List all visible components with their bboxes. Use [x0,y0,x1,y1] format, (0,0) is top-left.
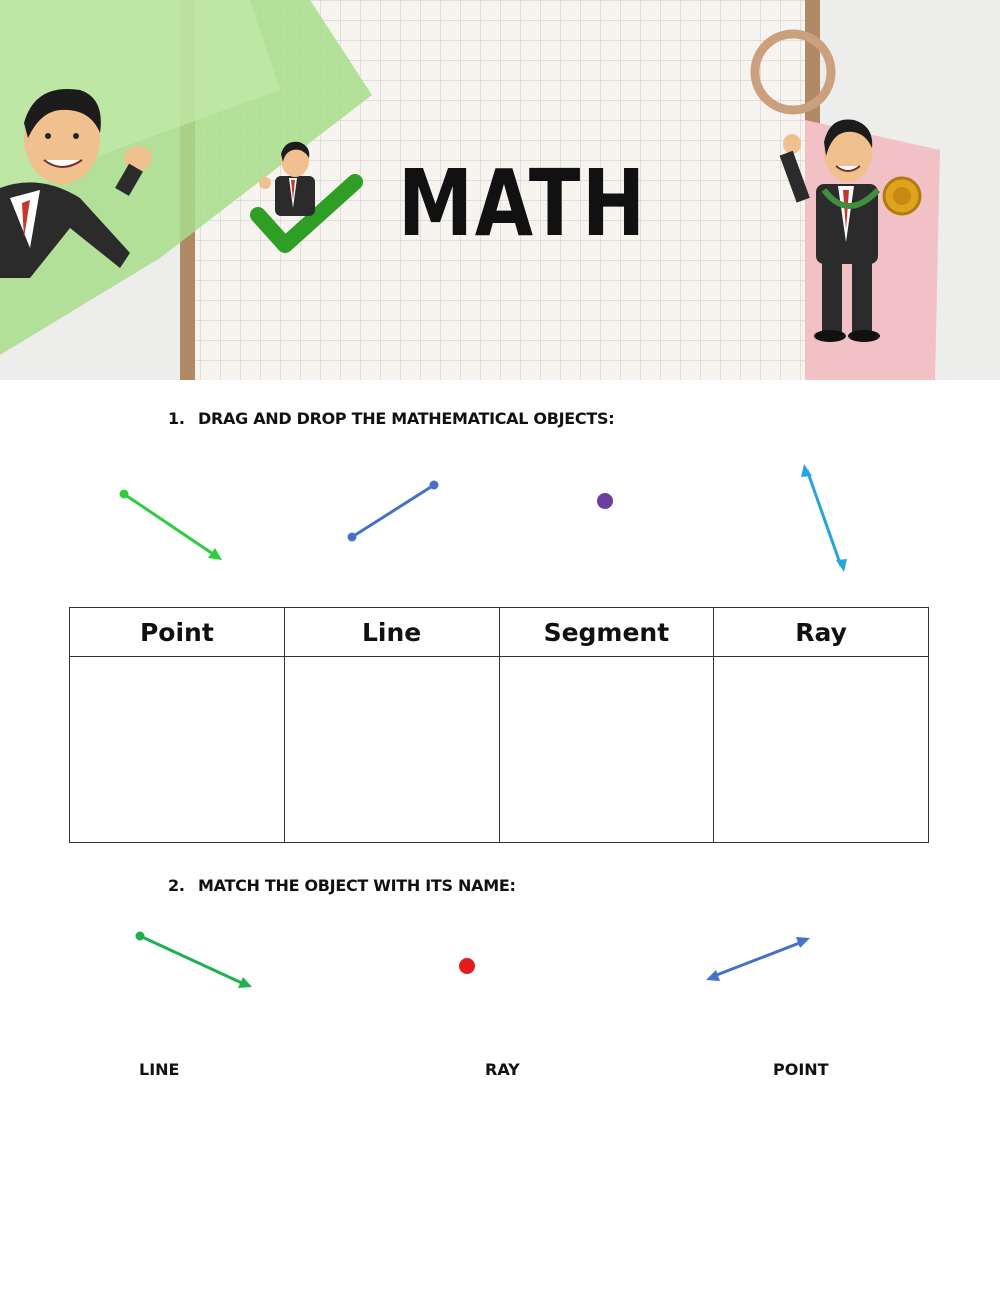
question-2-number: 2. [168,876,185,895]
avatar-left-icon [0,78,160,278]
column-header-segment: Segment [499,608,714,657]
draggable-point-purple[interactable] [590,486,620,516]
drop-zone-ray[interactable] [714,657,929,843]
column-header-ray: Ray [714,608,929,657]
column-header-line: Line [284,608,499,657]
drop-zone-line[interactable] [284,657,499,843]
question-2-text: MATCH THE OBJECT WITH ITS NAME: [198,876,516,895]
match-label-line[interactable]: LINE [139,1060,180,1079]
avatar-small-icon [255,138,325,218]
match-label-point[interactable]: POINT [773,1060,829,1079]
question-1-number: 1. [168,409,185,428]
drop-zone-segment[interactable] [499,657,714,843]
question-1-text: DRAG AND DROP THE MATHEMATICAL OBJECTS: [198,409,615,428]
draggable-ray-green[interactable] [112,482,232,572]
drop-zone-table [69,607,929,843]
match-object-ray-green[interactable] [128,925,262,995]
column-header-point: Point [70,608,285,657]
draggable-segment-blue[interactable] [340,474,446,548]
match-label-ray[interactable]: RAY [485,1060,520,1079]
question-2-heading [168,876,516,895]
page-title: MATH [398,150,647,257]
question-1-heading [168,409,614,428]
avatar-right-medal-icon [778,112,928,347]
match-object-point-red[interactable] [452,951,482,981]
header-banner [0,0,1000,380]
match-object-line-blue[interactable] [698,928,820,990]
draggable-line-cyan[interactable] [792,458,858,578]
drop-zone-point[interactable] [70,657,285,843]
